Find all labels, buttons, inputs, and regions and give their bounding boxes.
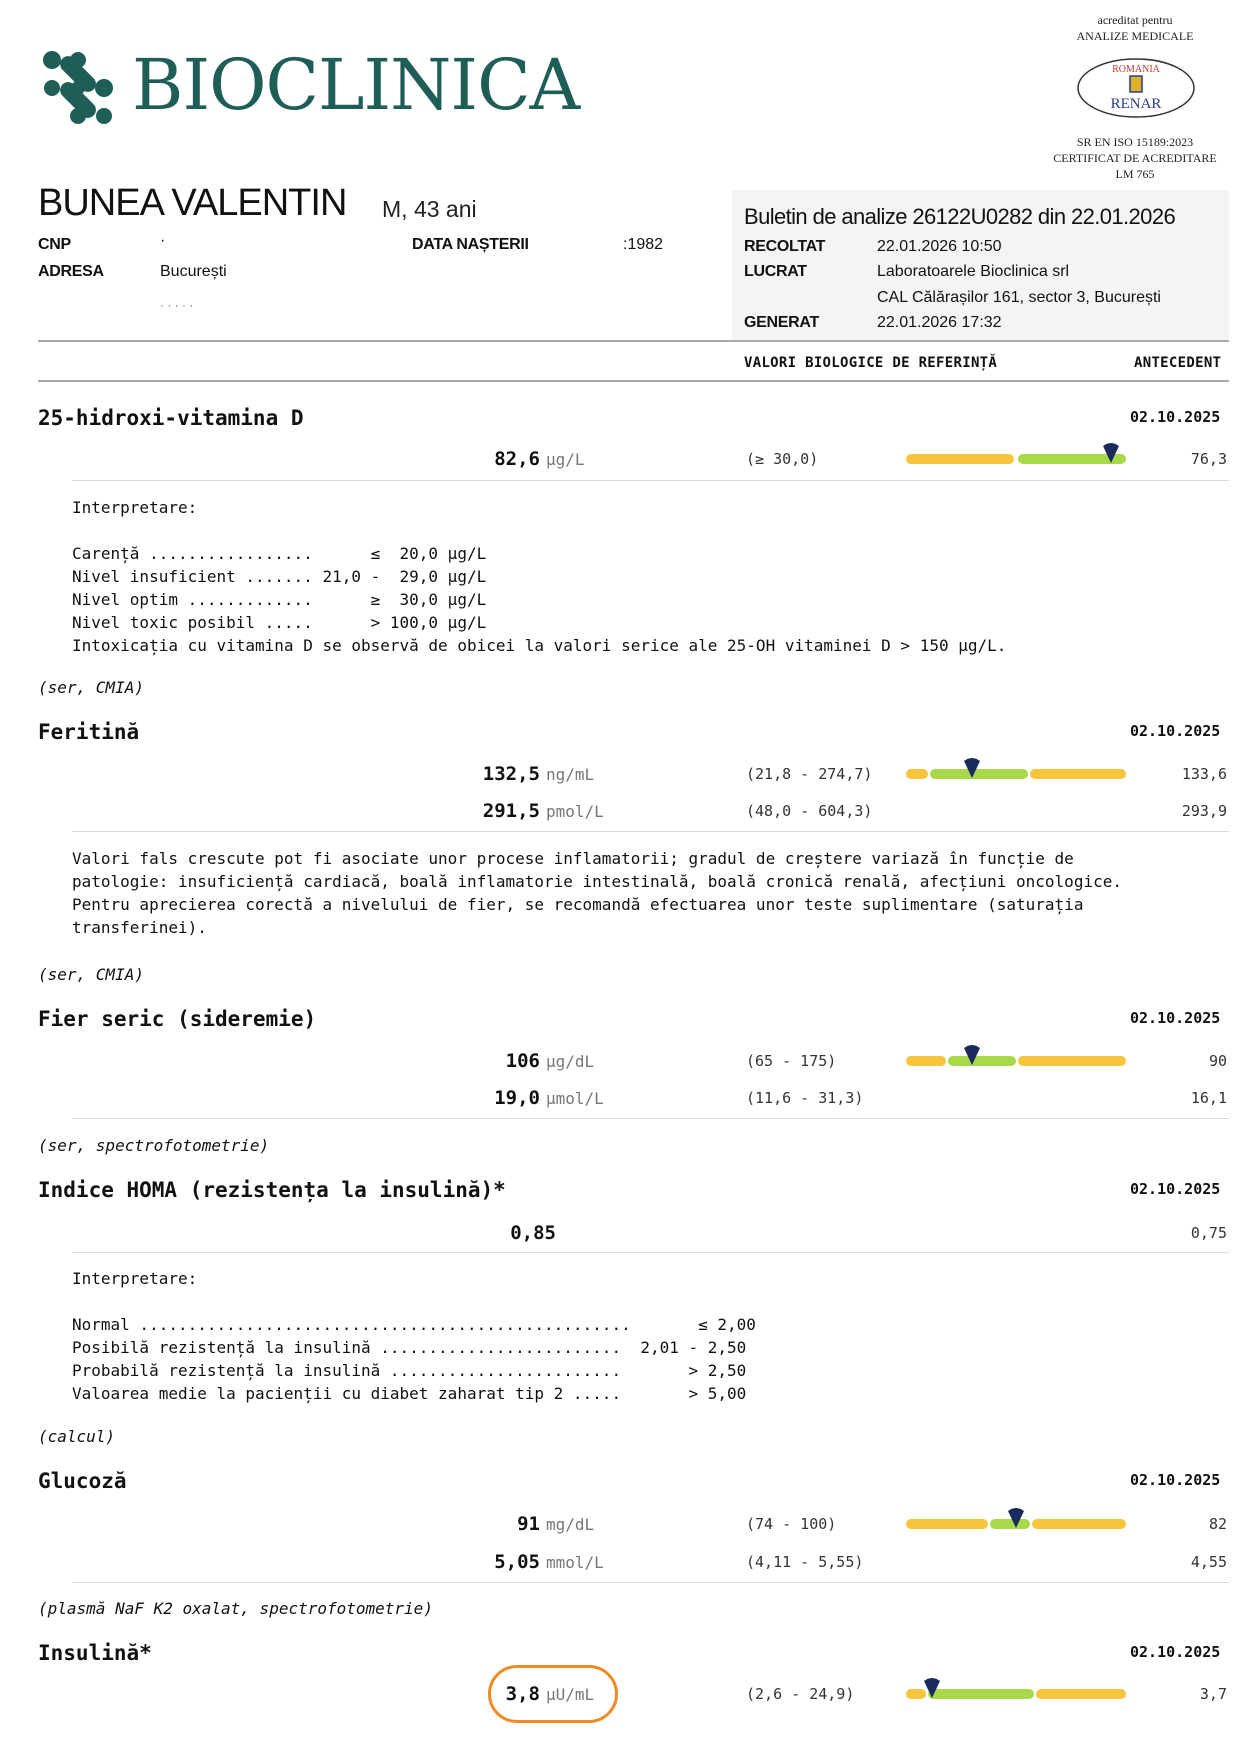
previous-date: 02.10.2025 bbox=[1130, 1471, 1221, 1489]
accreditation-line: ANALIZE MEDICALE bbox=[1076, 29, 1194, 43]
brand-name: BIOCLINICA bbox=[132, 44, 580, 126]
range-segment-normal bbox=[928, 1689, 1034, 1699]
bulletin-label: GENERAT bbox=[744, 314, 819, 331]
ref-column-header: VALORI BIOLOGICE DE REFERINȚĂ bbox=[744, 355, 998, 371]
result-value: 82,6 bbox=[494, 448, 540, 470]
result-value: 106 bbox=[505, 1050, 540, 1072]
result-unit: pmol/L bbox=[546, 802, 604, 821]
cnp-value: · bbox=[160, 232, 166, 249]
bulletin-label: LUCRAT bbox=[744, 263, 807, 280]
range-bar bbox=[906, 1519, 1126, 1529]
previous-date: 02.10.2025 bbox=[1130, 1009, 1221, 1027]
result-unit: µU/mL bbox=[546, 1685, 595, 1704]
test-method: (ser, CMIA) bbox=[38, 678, 144, 697]
address-value: București bbox=[160, 263, 227, 280]
previous-date: 02.10.2025 bbox=[1130, 1180, 1221, 1198]
range-bar bbox=[906, 1689, 1126, 1699]
test-method: (calcul) bbox=[38, 1427, 116, 1446]
range-bar bbox=[906, 769, 1126, 779]
accreditation-line: SR EN ISO 15189:2023 bbox=[1076, 135, 1194, 149]
range-segment-low bbox=[906, 769, 928, 779]
previous-value: 0,75 bbox=[1190, 1224, 1227, 1242]
previous-value: 16,1 bbox=[1190, 1089, 1227, 1107]
result-value: 5,05 bbox=[494, 1551, 540, 1573]
bulletin-value: CAL Călărașilor 161, sector 3, București bbox=[877, 289, 1161, 306]
birth-value: :1982 bbox=[623, 236, 664, 253]
result-unit: mmol/L bbox=[546, 1553, 604, 1572]
accreditation-line: LM 765 bbox=[1115, 167, 1155, 181]
address-label: ADRESA bbox=[38, 263, 104, 280]
address-line2: · · · · · bbox=[160, 298, 194, 312]
ante-column-header: ANTECEDENT bbox=[1134, 355, 1222, 371]
test-method: (ser, CMIA) bbox=[38, 965, 144, 984]
result-value: 91 bbox=[517, 1513, 540, 1535]
test-method: (ser, spectrofotometrie) bbox=[38, 1136, 270, 1155]
divider bbox=[72, 831, 1229, 832]
interpretation-note: Interpretare: Normal ................................................... ≤ 2,00 Posibilă rezistență la insulină ......................... 2,01 - 2,50 Probabilă rezistență la insulină ........................ > 2,50 Valoarea medie la pacienții cu diabet zaharat tip 2 ..... > 5,00 bbox=[72, 1269, 756, 1403]
result-value: 291,5 bbox=[482, 800, 540, 822]
divider bbox=[72, 1252, 1229, 1253]
range-segment-high bbox=[1030, 769, 1126, 779]
divider bbox=[72, 1118, 1229, 1119]
test-method: (plasmă NaF K2 oxalat, spectrofotometrie) bbox=[38, 1599, 433, 1618]
interpretation-note: Valori fals crescute pot fi asociate unor procese inflamatorii; gradul de creștere variază în funcție de patologie: insuficiență cardiacă, boală inflamatorie intestinală, boală cronică renală, afecțiuni oncologice. Pentru aprecierea corectă a nivelului de fier, se recomandă efectuarea unor teste suplimentare (saturația transferinei). bbox=[72, 849, 1122, 937]
result-value: 0,85 bbox=[510, 1222, 556, 1244]
bulletin-title: Buletin de analize 26122U0282 din 22.01.2026 bbox=[744, 204, 1176, 229]
result-value: 132,5 bbox=[482, 763, 540, 785]
divider bbox=[38, 340, 1229, 342]
result-unit: mg/dL bbox=[546, 1515, 595, 1534]
previous-value: 76,3 bbox=[1190, 450, 1227, 468]
previous-value: 3,7 bbox=[1199, 1685, 1227, 1703]
value-marker-icon bbox=[1101, 442, 1121, 464]
bioclinica-logo-icon bbox=[38, 48, 118, 128]
value-marker-icon bbox=[962, 757, 982, 779]
previous-date: 02.10.2025 bbox=[1130, 1643, 1221, 1661]
result-unit: µg/dL bbox=[546, 1052, 595, 1071]
divider bbox=[72, 480, 1229, 481]
test-title: Feritină bbox=[38, 720, 140, 744]
previous-value: 82 bbox=[1208, 1515, 1227, 1533]
reference-range: (4,11 - 5,55) bbox=[746, 1553, 864, 1571]
previous-value: 133,6 bbox=[1181, 765, 1227, 783]
renar-top-text: ROMANIA bbox=[1112, 64, 1160, 75]
reference-range: (2,6 - 24,9) bbox=[746, 1685, 855, 1703]
bulletin-label: RECOLTAT bbox=[744, 238, 826, 255]
value-marker-icon bbox=[922, 1677, 942, 1699]
test-title: Glucoză bbox=[38, 1469, 127, 1493]
reference-range: (21,8 - 274,7) bbox=[746, 765, 873, 783]
value-marker-icon bbox=[1006, 1507, 1026, 1529]
bulletin-value: 22.01.2026 10:50 bbox=[877, 238, 1002, 255]
accreditation-line: CERTIFICAT DE ACREDITARE bbox=[1053, 151, 1217, 165]
result-value: 3,8 bbox=[505, 1683, 540, 1705]
accreditation-top bbox=[1020, 12, 1250, 44]
previous-value: 293,9 bbox=[1181, 802, 1227, 820]
previous-value: 4,55 bbox=[1190, 1553, 1227, 1571]
range-segment-high bbox=[1036, 1689, 1126, 1699]
accreditation-line: acreditat pentru bbox=[1097, 13, 1173, 27]
result-unit: ng/mL bbox=[546, 765, 595, 784]
patient-name: BUNEA VALENTIN bbox=[38, 182, 347, 224]
reference-range: (65 - 175) bbox=[746, 1052, 837, 1070]
reference-range: (11,6 - 31,3) bbox=[746, 1089, 864, 1107]
accreditation-bottom bbox=[1020, 134, 1250, 182]
range-segment-high bbox=[1018, 1056, 1126, 1066]
divider bbox=[72, 1582, 1229, 1583]
result-unit: µg/L bbox=[546, 450, 585, 469]
range-segment-normal bbox=[948, 1056, 1016, 1066]
test-title: 25-hidroxi-vitamina D bbox=[38, 406, 304, 430]
cnp-label: CNP bbox=[38, 236, 71, 253]
birth-label: DATA NAȘTERII bbox=[412, 236, 529, 253]
previous-date: 02.10.2025 bbox=[1130, 408, 1221, 426]
reference-range: (≥ 30,0) bbox=[746, 450, 819, 468]
previous-value: 90 bbox=[1208, 1052, 1227, 1070]
reference-range: (74 - 100) bbox=[746, 1515, 837, 1533]
divider bbox=[38, 380, 1229, 382]
reference-range: (48,0 - 604,3) bbox=[746, 802, 873, 820]
range-segment-low bbox=[906, 1056, 946, 1066]
renar-bottom-text: RENAR bbox=[1110, 96, 1162, 112]
patient-info: M, 43 ani bbox=[382, 196, 477, 222]
renar-seal-icon bbox=[1075, 56, 1197, 120]
result-unit: µmol/L bbox=[546, 1089, 604, 1108]
range-segment-low bbox=[906, 1519, 988, 1529]
test-title: Insulină* bbox=[38, 1641, 152, 1665]
range-segment-high bbox=[1032, 1519, 1126, 1529]
test-title: Indice HOMA (rezistența la insulină)* bbox=[38, 1178, 506, 1202]
interpretation-note: Interpretare: Carență ................. ≤ 20,0 µg/L Nivel insuficient ....... 21,0 - 29,0 µg/L Nivel optim ............. ≥ 30,0 µg/L Nivel toxic posibil ..... > 100,0 µg/L Intoxicația cu vitamina D se observă de obicei la valori serice ale 25-OH vitaminei D > 150 µg/L. bbox=[72, 498, 1007, 655]
range-segment-low bbox=[906, 454, 1014, 464]
range-bar bbox=[906, 1056, 1126, 1066]
test-title: Fier seric (sideremie) bbox=[38, 1007, 317, 1031]
bulletin-value: Laboratoarele Bioclinica srl bbox=[877, 263, 1070, 280]
value-marker-icon bbox=[962, 1044, 982, 1066]
bulletin-value: 22.01.2026 17:32 bbox=[877, 314, 1002, 331]
previous-date: 02.10.2025 bbox=[1130, 722, 1221, 740]
result-value: 19,0 bbox=[494, 1087, 540, 1109]
range-bar bbox=[906, 454, 1126, 464]
